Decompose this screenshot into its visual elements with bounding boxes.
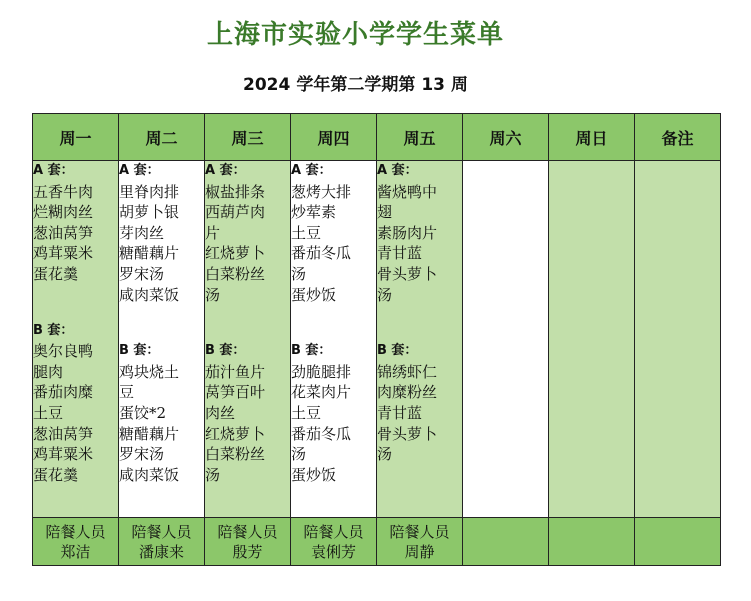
dish-line: 里脊肉排 — [119, 182, 180, 201]
set-a — [377, 161, 462, 305]
dish-line: 酱烧鸭中 — [377, 182, 438, 201]
set-b — [291, 341, 376, 485]
staff-name: 周静 — [404, 542, 435, 561]
dish-line: 葱烤大排 — [291, 182, 352, 201]
dish-line: 烂糊肉丝 — [33, 203, 94, 222]
dish-line: 土豆 — [33, 403, 64, 422]
staff-label: 陪餐人员 — [45, 522, 106, 541]
staff-tuesday — [119, 518, 205, 566]
set-b — [205, 341, 290, 485]
staff-sunday — [549, 518, 635, 566]
dish-line: 土豆 — [291, 223, 322, 242]
menu-tuesday — [119, 161, 205, 518]
staff-thursday — [291, 518, 377, 566]
dish-line: 罗宋汤 — [119, 445, 165, 464]
staff-monday — [33, 518, 119, 566]
set-b-label: B 套： — [377, 343, 418, 359]
term-text: 学年第二学期第 — [296, 75, 416, 95]
set-b-label: B 套： — [205, 343, 246, 359]
menu-monday — [33, 161, 119, 518]
staff-name: 潘康来 — [138, 542, 184, 561]
school-year: 2024 — [243, 75, 291, 95]
dish-line: 鸡茸粟米 — [33, 445, 94, 464]
dish-line: 蛋炒饭 — [291, 285, 337, 304]
set-a-label: A 套： — [291, 163, 332, 178]
menu-saturday — [463, 161, 549, 518]
dish-line: 芽肉丝 — [119, 223, 165, 242]
dish-line: 西葫芦肉 — [205, 203, 266, 222]
dish-line: 劲脆腿排 — [291, 362, 352, 381]
dish-line: 汤 — [377, 285, 393, 304]
dish-line: 骨头萝卜 — [377, 424, 438, 443]
header-thursday: 周四 — [291, 114, 377, 161]
dish-line: 汤 — [205, 465, 221, 484]
dish-line: 青甘蓝 — [377, 244, 423, 263]
dish-line: 土豆 — [291, 403, 322, 422]
dish-line: 茄汁鱼片 — [205, 362, 266, 381]
dish-line: 骨头萝卜 — [377, 264, 438, 283]
dish-line: 片 — [205, 223, 221, 242]
set-b — [119, 341, 204, 485]
staff-notes — [635, 518, 721, 566]
staff-friday — [377, 518, 463, 566]
dish-line: 椒盐排条 — [205, 182, 266, 201]
dish-line: 蛋花羹 — [33, 465, 79, 484]
staff-label: 陪餐人员 — [303, 522, 364, 541]
dish-line: 咸肉菜饭 — [119, 285, 180, 304]
header-wednesday: 周三 — [205, 114, 291, 161]
set-b-label: B 套： — [291, 343, 332, 359]
dish-line: 腿肉 — [33, 362, 64, 381]
dish-line: 番茄肉糜 — [33, 383, 94, 402]
header-notes: 备注 — [635, 114, 721, 161]
header-row — [33, 114, 721, 161]
dish-line: 奥尔良鸭 — [33, 342, 94, 361]
set-a — [291, 161, 376, 305]
staff-saturday — [463, 518, 549, 566]
header-sunday: 周日 — [549, 114, 635, 161]
dish-line: 豆 — [119, 383, 135, 402]
week-number: 13 — [421, 75, 445, 95]
dish-line: 葱油莴笋 — [33, 424, 94, 443]
dish-line: 糖醋藕片 — [119, 424, 180, 443]
menu-friday — [377, 161, 463, 518]
staff-label: 陪餐人员 — [131, 522, 192, 541]
dish-line: 红烧萝卜 — [205, 424, 266, 443]
dish-line: 素肠肉片 — [377, 223, 438, 242]
set-a-label: A 套： — [119, 163, 160, 178]
dish-line: 青甘蓝 — [377, 403, 423, 422]
dish-line: 汤 — [377, 445, 393, 464]
menu-table — [32, 113, 721, 566]
set-b-label: B 套： — [119, 343, 160, 359]
header-monday: 周一 — [33, 114, 119, 161]
dish-line: 莴笋百叶 — [205, 383, 266, 402]
menu-sunday — [549, 161, 635, 518]
dish-line: 罗宋汤 — [119, 264, 165, 283]
menu-wednesday — [205, 161, 291, 518]
header-saturday: 周六 — [463, 114, 549, 161]
dish-line: 番茄冬瓜 — [291, 424, 352, 443]
dish-line: 番茄冬瓜 — [291, 244, 352, 263]
staff-name: 袁俐芳 — [310, 542, 356, 561]
staff-name: 殷芳 — [232, 542, 263, 561]
week-suffix: 周 — [451, 75, 468, 95]
staff-row — [33, 518, 721, 566]
set-a-label: A 套： — [205, 163, 246, 178]
dish-line: 汤 — [205, 285, 221, 304]
dish-line: 肉糜粉丝 — [377, 383, 438, 402]
set-a — [205, 161, 290, 305]
set-b — [33, 321, 118, 486]
dish-line: 糖醋藕片 — [119, 244, 180, 263]
staff-label: 陪餐人员 — [389, 522, 450, 541]
dish-line: 五香牛肉 — [33, 182, 94, 201]
dish-line: 红烧萝卜 — [205, 244, 266, 263]
staff-wednesday — [205, 518, 291, 566]
dish-line: 咸肉菜饭 — [119, 465, 180, 484]
staff-name: 郑洁 — [60, 542, 91, 561]
dish-line: 锦绣虾仁 — [377, 362, 438, 381]
dish-line: 葱油莴笋 — [33, 223, 94, 242]
header-tuesday: 周二 — [119, 114, 205, 161]
set-a — [119, 161, 204, 305]
dish-line: 鸡茸粟米 — [33, 244, 94, 263]
menu-notes — [635, 161, 721, 518]
menu-row — [33, 161, 721, 518]
dish-line: 蛋花羹 — [33, 264, 79, 283]
week-subtitle — [0, 70, 711, 95]
set-b — [377, 341, 462, 465]
page-title: 上海市实验小学学生菜单 — [206, 20, 504, 50]
dish-line: 肉丝 — [205, 403, 236, 422]
set-b-label: B 套： — [33, 322, 74, 338]
dish-line: 蛋饺*2 — [119, 403, 167, 422]
dish-line: 翅 — [377, 203, 393, 222]
dish-line: 花菜肉片 — [291, 383, 352, 402]
set-a-label: A 套： — [377, 163, 418, 178]
dish-line: 胡萝卜银 — [119, 203, 180, 222]
dish-line: 蛋炒饭 — [291, 465, 337, 484]
set-a-label: A 套： — [33, 163, 74, 178]
staff-label: 陪餐人员 — [217, 522, 278, 541]
menu-thursday — [291, 161, 377, 518]
dish-line: 白菜粉丝 — [205, 264, 266, 283]
dish-line: 汤 — [291, 445, 307, 464]
header-friday: 周五 — [377, 114, 463, 161]
dish-line: 炒荤素 — [291, 203, 337, 222]
dish-line: 鸡块烧土 — [119, 362, 180, 381]
dish-line: 汤 — [291, 264, 307, 283]
set-a — [33, 161, 118, 285]
dish-line: 白菜粉丝 — [205, 445, 266, 464]
